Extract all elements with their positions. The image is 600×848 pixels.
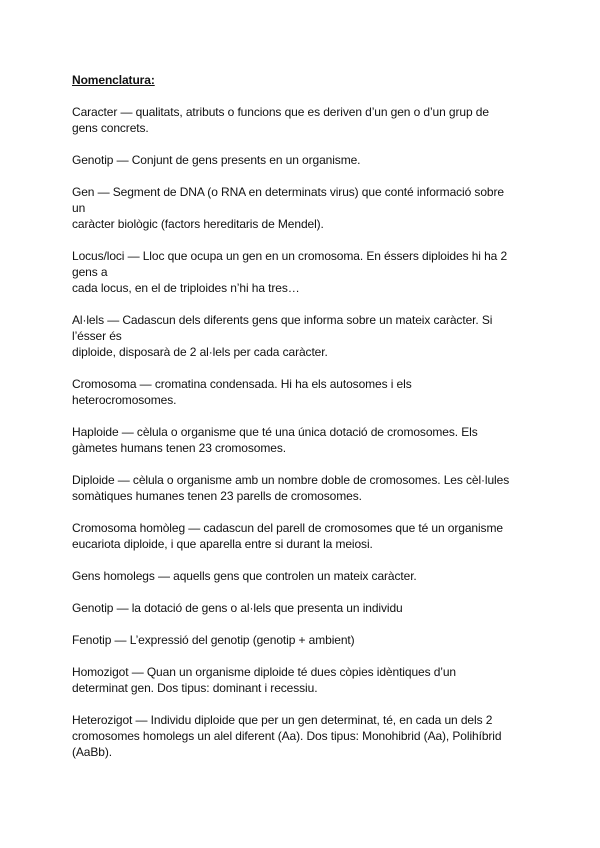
entry-line: Fenotip — L’expressió del genotip (genotip + ambient): [72, 633, 355, 647]
entry-line: Gens homolegs — aquells gens que controlen un mateix caràcter.: [72, 569, 417, 583]
entry-genotip: [72, 152, 532, 168]
entry-line: Al·lels — Cadascun dels diferents gens que informa sobre un mateix caràcter. Si: [72, 313, 493, 327]
entry-line: Cromosoma — cromatina condensada. Hi ha els autosomes i els: [72, 377, 412, 391]
entry-homozigot: [72, 664, 532, 696]
entry-line: determinat gen. Dos tipus: dominant i recessiu.: [72, 681, 318, 695]
entry-cromosoma: [72, 376, 532, 408]
entry-line: somàtiques humanes tenen 23 parells de cromosomes.: [72, 489, 362, 503]
entry-line: Genotip — la dotació de gens o al·lels que presenta un individu: [72, 601, 403, 615]
entry-line: Cromosoma homòleg — cadascun del parell de cromosomes que té un organisme: [72, 521, 503, 535]
entry-allels: [72, 312, 532, 360]
entry-gen: [72, 184, 532, 232]
entry-cromosoma-homoleg: [72, 520, 532, 552]
entry-genotip-2: [72, 600, 532, 616]
document-content: [72, 72, 532, 776]
entry-line: eucariota diploide, i que aparella entre si durant la meiosi.: [72, 537, 373, 551]
entry-line: (AaBb).: [72, 745, 112, 759]
entry-line: l’ésser és: [72, 329, 122, 343]
entry-line: caràcter biològic (factors hereditaris de Mendel).: [72, 217, 324, 231]
entry-line: heterocromosomes.: [72, 393, 177, 407]
entry-haploide: [72, 424, 532, 456]
entry-heterozigot: [72, 712, 532, 760]
entry-line: Caracter — qualitats, atributs o funcions que es deriven d’un gen o d’un grup de: [72, 105, 489, 119]
page-title: Nomenclatura:: [72, 73, 155, 87]
entry-fenotip: [72, 632, 532, 648]
entry-diploide: [72, 472, 532, 504]
entry-line: un: [72, 201, 86, 215]
entry-line: gens a: [72, 265, 108, 279]
entry-line: cada locus, en el de triploides n’hi ha tres…: [72, 281, 300, 295]
entry-line: Gen — Segment de DNA (o RNA en determinats virus) que conté informació sobre: [72, 185, 504, 199]
entry-line: Haploide — cèlula o organisme que té una única dotació de cromosomes. Els: [72, 425, 478, 439]
entry-line: gens concrets.: [72, 121, 149, 135]
entry-line: diploide, disposarà de 2 al·lels per cada caràcter.: [72, 345, 328, 359]
entry-line: Locus/loci — Lloc que ocupa un gen en un cromosoma. En éssers diploides hi ha 2: [72, 249, 508, 263]
entry-line: gàmetes humans tenen 23 cromosomes.: [72, 441, 286, 455]
entry-line: Homozigot — Quan un organisme diploide té dues còpies idèntiques d’un: [72, 665, 457, 679]
entry-line: Genotip — Conjunt de gens presents en un organisme.: [72, 153, 361, 167]
entry-line: cromosomes homolegs un alel diferent (Aa). Dos tipus: Monohibrid (Aa), Polihíbrid: [72, 729, 502, 743]
entry-caracter: [72, 104, 532, 136]
entry-gens-homolegs: [72, 568, 532, 584]
entry-line: Diploide — cèlula o organisme amb un nombre doble de cromosomes. Les cèl·lules: [72, 473, 510, 487]
entry-locus: [72, 248, 532, 296]
entry-line: Heterozigot — Individu diploide que per un gen determinat, té, en cada un dels 2: [72, 713, 493, 727]
